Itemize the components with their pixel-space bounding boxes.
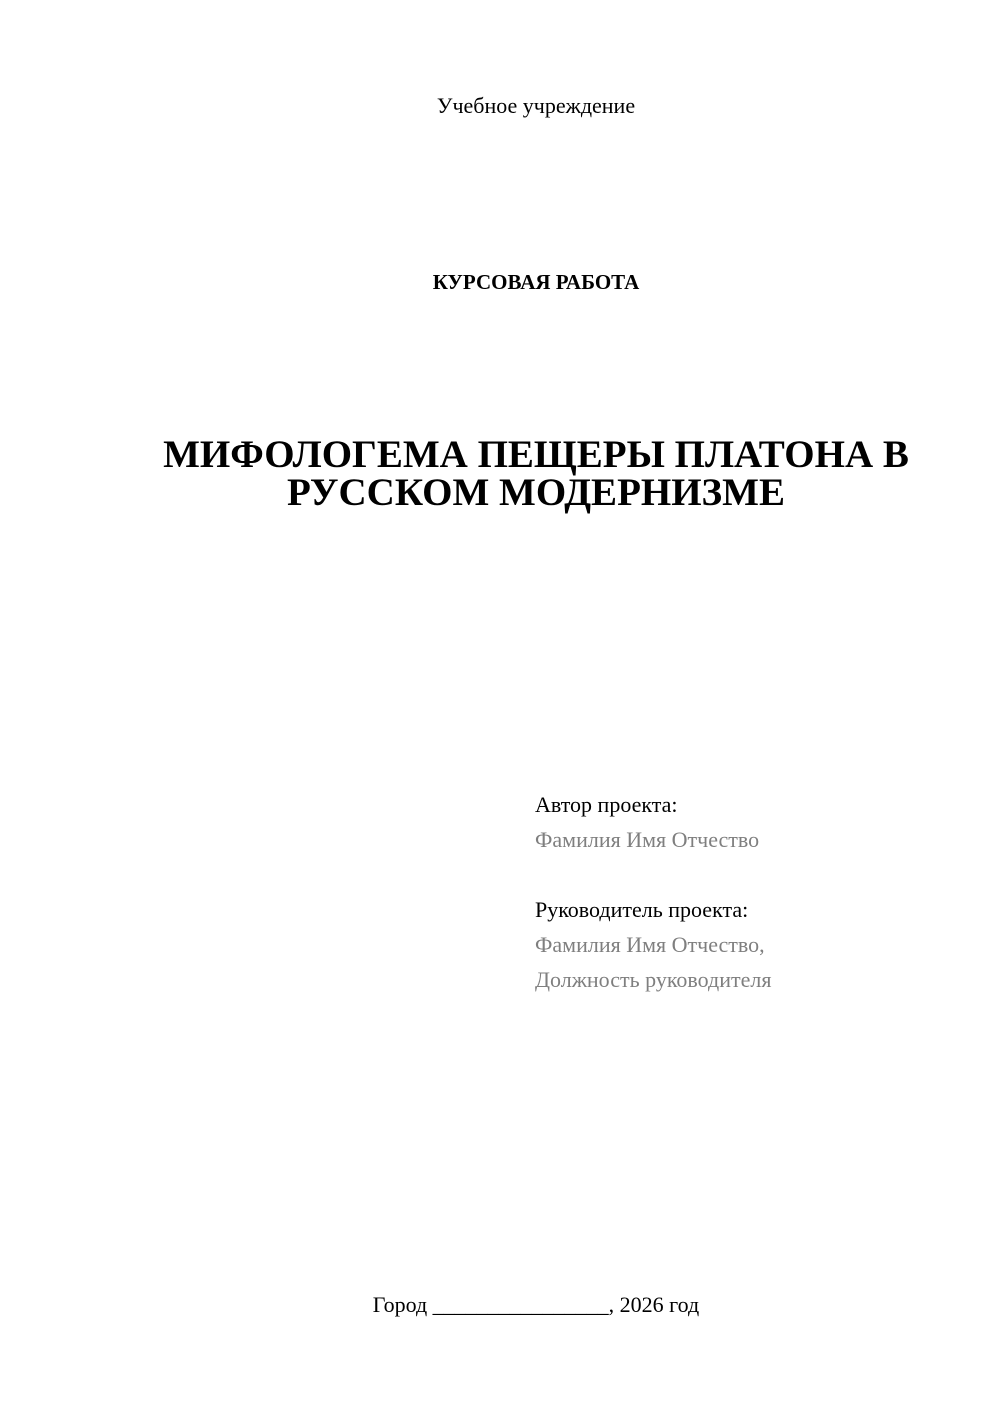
credits-spacer (535, 857, 975, 892)
credits-block (535, 787, 975, 997)
supervisor-label: Руководитель проекта: (535, 897, 749, 922)
document-type: КУРСОВАЯ РАБОТА (432, 270, 640, 294)
author-name: Фамилия Имя Отчество (535, 827, 760, 852)
institution-name: Учебное учреждение (436, 93, 636, 118)
author-label: Автор проекта: (535, 792, 678, 817)
supervisor-position: Должность руководителя (535, 967, 772, 992)
supervisor-name: Фамилия Имя Отчество, (535, 932, 765, 957)
title-line-2: РУССКОМ МОДЕРНИЗМЕ (287, 471, 785, 514)
page-title (0, 433, 1000, 514)
title-line-1: МИФОЛОГЕМА ПЕЩЕРЫ ПЛАТОНА В (163, 433, 909, 476)
city-year-line: Город ________________, 2026 год (372, 1292, 700, 1317)
